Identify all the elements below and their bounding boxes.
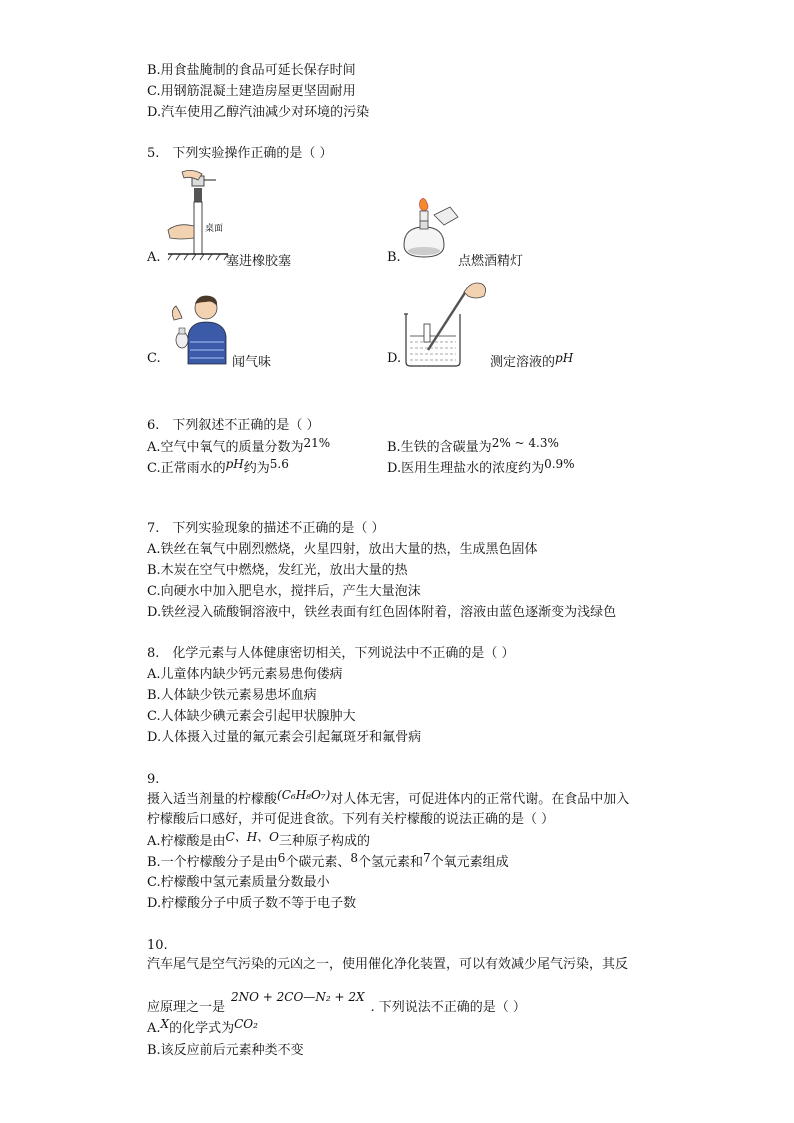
- q9-b-m2: 8: [350, 851, 358, 865]
- q10-a-mid: 的化学式为: [169, 1021, 235, 1036]
- q8-option-b: B.人体缺少铁元素易患坏血病: [147, 688, 317, 703]
- q7-option-c: C.向硬水中加入肥皂水，搅拌后，产生大量泡沫: [147, 584, 421, 599]
- q10-line2: [147, 990, 526, 1017]
- q5-b-caption: 点燃酒精灯: [458, 254, 524, 269]
- q4-option-b: B.用食盐腌制的食品可延长保存时间: [147, 63, 356, 78]
- q9-a-pre: A.柠檬酸是由: [147, 834, 226, 849]
- ph-test-illustration: [402, 278, 492, 368]
- q6-c-math1: pH: [225, 457, 244, 471]
- q9-b-m1: 6: [277, 851, 286, 865]
- q5-d-label: D.: [387, 351, 402, 366]
- q5-a-label: A.: [147, 250, 161, 265]
- q6-c-math2: 5.6: [269, 457, 289, 471]
- q8-option-d: D.人体摄入过量的氟元素会引起氟斑牙和氟骨病: [147, 730, 422, 745]
- q6-c-mid: 约为: [243, 461, 270, 476]
- q7-option-a: A.铁丝在氧气中剧烈燃烧，火星四射，放出大量的热，生成黑色固体: [147, 542, 538, 557]
- q9-line1-pre: 摄入适当剂量的柠檬酸: [147, 792, 278, 807]
- q6-option-b: [387, 438, 559, 457]
- q5-stem: 5. 下列实验操作正确的是（ ）: [147, 146, 333, 161]
- q5-d-caption-math: pH: [555, 351, 574, 365]
- q9-a-post: 三种原子构成的: [279, 834, 371, 849]
- q9-b-mid2: 个氢元素和: [357, 855, 423, 870]
- q6-d-text: D.医用生理盐水的浓度约为: [387, 461, 545, 476]
- q6-b-math: 2% ~ 4.3%: [491, 436, 559, 450]
- q9-option-b: [147, 853, 509, 872]
- q9-line1: [147, 790, 629, 809]
- q5-c-label: C.: [147, 351, 161, 366]
- q5-b-label: B.: [387, 250, 401, 265]
- q9-b-pre: B.一个柠檬酸分子是由: [147, 855, 278, 870]
- q9-option-a: [147, 832, 370, 851]
- q9-b-mid1: 个碳元素、: [285, 855, 351, 870]
- q10-option-b: B.该反应前后元素种类不变: [147, 1043, 304, 1058]
- q9-line2: 柠檬酸后口感好，并可促进食欲。下列有关柠檬酸的说法正确的是（ ）: [147, 812, 555, 827]
- q5-a-caption: 塞进橡胶塞: [226, 254, 292, 269]
- q8-option-a: A.儿童体内缺少钙元素易患佝偻病: [147, 667, 343, 682]
- q9-number: 9.: [147, 772, 160, 787]
- q10-option-a: [147, 1019, 258, 1038]
- q6-d-math: 0.9%: [544, 457, 575, 471]
- q9-line1-post: 对人体无害，可促进体内的正常代谢。在食品中加入: [330, 792, 630, 807]
- q9-a-math: C、H、O: [225, 830, 280, 844]
- smelling-gas-illustration: [166, 292, 234, 364]
- q10-line2-post: . 下列说法不正确的是（ ）: [370, 1000, 526, 1015]
- q7-option-d: D.铁丝浸入硫酸铜溶液中，铁丝表面有红色固体附着，溶液由蓝色逐渐变为浅绿色: [147, 605, 617, 620]
- q5-d-caption-text: 测定溶液的: [490, 355, 556, 370]
- q7-option-b: B.木炭在空气中燃烧，发红光，放出大量的热: [147, 563, 408, 578]
- q6-stem: 6. 下列叙述不正确的是（ ）: [147, 418, 320, 433]
- q10-a-math2: CO₂: [234, 1017, 258, 1031]
- q8-option-c: C.人体缺少碘元素会引起甲状腺肿大: [147, 709, 356, 724]
- q4-option-d: D.汽车使用乙醇汽油减少对环境的污染: [147, 105, 370, 120]
- q10-line2-pre: 应原理之一是: [147, 1000, 226, 1015]
- insert-stopper-illustration: [168, 168, 228, 268]
- q9-line1-math: (C₆H₈O₇): [277, 788, 331, 802]
- q4-option-c: C.用钢筋混凝土建造房屋更坚固耐用: [147, 84, 356, 99]
- q10-a-math1: X: [160, 1017, 170, 1031]
- q10-number: 10.: [147, 938, 168, 953]
- q7-stem: 7. 下列实验现象的描述不正确的是（ ）: [147, 521, 385, 536]
- q9-option-c: C.柠檬酸中氢元素质量分数最小: [147, 875, 330, 890]
- q10-line1: 汽车尾气是空气污染的元凶之一，使用催化净化装置，可以有效减少尾气污染，其反: [147, 957, 629, 972]
- q9-b-post: 个氧元素组成: [430, 855, 509, 870]
- q6-a-text: A.空气中氧气的质量分数为: [147, 440, 304, 455]
- q5-d-caption: [490, 351, 573, 370]
- q6-b-text: B.生铁的含碳量为: [387, 440, 492, 455]
- q5-a-image-label: 桌面: [205, 224, 224, 234]
- q6-option-c: [147, 459, 289, 478]
- q5-c-caption: 闻气味: [232, 355, 272, 370]
- q6-c-text: C.正常雨水的: [147, 461, 226, 476]
- q9-b-m3: 7: [423, 851, 431, 865]
- q6-option-a: [147, 438, 330, 457]
- q10-equation: 2NO + 2CO—N₂ + 2X: [231, 990, 365, 1004]
- q8-stem: 8. 化学元素与人体健康密切相关，下列说法中不正确的是（ ）: [147, 646, 515, 661]
- q6-option-d: [387, 459, 575, 478]
- alcohol-lamp-illustration: [400, 197, 460, 263]
- q10-a-pre: A.: [147, 1021, 161, 1036]
- q6-a-math: 21%: [303, 436, 331, 450]
- q9-option-d: D.柠檬酸分子中质子数不等于电子数: [147, 896, 357, 911]
